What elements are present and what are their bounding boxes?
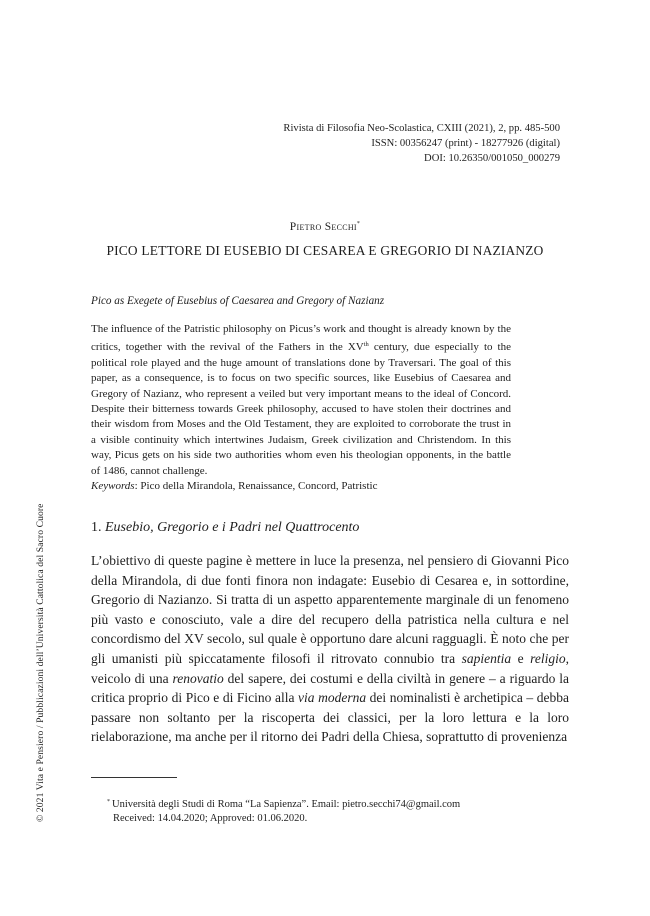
keywords-label: Keywords xyxy=(91,480,135,492)
journal-citation: Rivista di Filosofia Neo-Scolastica, CXIII (2021), 2, pp. 485-500 xyxy=(283,123,560,134)
footnote-dates: Received: 14.04.2020; Approved: 01.06.2020. xyxy=(113,813,308,825)
author-line xyxy=(0,221,650,233)
body-italic-renovatio: renovatio xyxy=(172,670,224,686)
body-text-1: L’obiettivo di queste pagine è mettere in luce la presenza, nel pensiero di Giovanni Pico della Mirandola, di due fonti finora non indagate: Eusebio di Cesarea e, in sottordine, Gregorio di Nazianzo. Si tratta di un aspetto apparentemente marginale di un fenomeno più vasto e conosciuto, vale a dire del recupero della patristica nella cultura e nel concordismo del XV secolo, sul quale è opportuno dare alcuni ragguagli. È noto che per gli umanisti più spiccatamente filosofi il ritrovato connubio tra xyxy=(91,553,569,666)
footnote-line-1 xyxy=(107,795,553,812)
author-footnote-mark: * xyxy=(356,221,361,227)
body-text-5: dei nominalisti è archetipica – debba passare non soltanto per la riscoperta dei classici, per la loro lettura e la loro rielaborazione, ma anche per il ritorno dei Padri della Chiesa, soprattutto di provenienza xyxy=(91,690,569,745)
abstract-text-1: The influence of the Patristic philosophy on Picus’s work and thought is already known by the critics, together with the revival of the Fathers in the XV xyxy=(91,323,511,354)
keywords-value: : Pico della Mirandola, Renaissance, Concord, Patristic xyxy=(134,480,378,492)
body-text-3: , veicolo di una xyxy=(91,650,569,686)
body-text xyxy=(91,551,569,747)
journal-issn: ISSN: 00356247 (print) - 18277926 (digital) xyxy=(371,138,560,149)
section-title: Eusebio, Gregorio e i Padri nel Quattrocento xyxy=(105,520,360,535)
footnote-mark: * xyxy=(107,799,110,805)
section-heading xyxy=(91,520,359,536)
english-title: Pico as Exegete of Eusebius of Caesarea and Gregory of Nazianz xyxy=(91,295,385,307)
footnote-affiliation: Università degli Studi di Roma “La Sapienza”. Email: pietro.secchi74@gmail.com xyxy=(112,799,461,810)
body-text-2: e xyxy=(511,650,531,666)
author-name: Pietro Secchi xyxy=(289,221,357,233)
journal-doi: DOI: 10.26350/001050_000279 xyxy=(424,153,560,164)
keywords xyxy=(91,480,511,492)
abstract-superscript: th xyxy=(363,341,369,349)
body-italic-religio: religio xyxy=(530,650,566,666)
paper-title: PICO LETTORE DI EUSEBIO DI CESAREA E GREGORIO DI NAZIANZO xyxy=(106,243,544,258)
journal-info xyxy=(200,121,560,166)
body-italic-via-moderna: via moderna xyxy=(298,690,367,706)
section-number: 1. xyxy=(91,520,105,535)
footnote xyxy=(107,795,553,827)
body-italic-sapientia: sapientia xyxy=(461,650,512,666)
copyright-text: © 2021 Vita e Pensiero / Pubblicazioni dell’Università Cattolica del Sacro Cuore xyxy=(35,503,46,822)
abstract-text-2: century, due especially to the political role played and the huge amount of translations done by Traversari. The goal of this paper, as a consequence, is to focus on two specific sources, like Eusebius of Caesarea and Gregory of Nazianz, who represent a veiled but very important means to the ideal of Concord. Despite their bitterness towards Greek philosophy, accused to have stolen their doctrines and their wisdom from Moses and the Old Testament, they are exploited to corroborate the trust in a visible continuity which intertwines Judaism, Greek civilization and Christendom. In this way, Picus gets on his side two authorities whom even his theologian opponents, in the battle of 1486, cannot challenge. xyxy=(91,341,512,477)
body-text-4: del sapere, dei costumi e della civiltà in genere – a riguardo la critica proprio di Pico e di Ficino alla xyxy=(91,670,569,706)
footnote-divider xyxy=(91,777,177,778)
abstract xyxy=(91,322,511,479)
